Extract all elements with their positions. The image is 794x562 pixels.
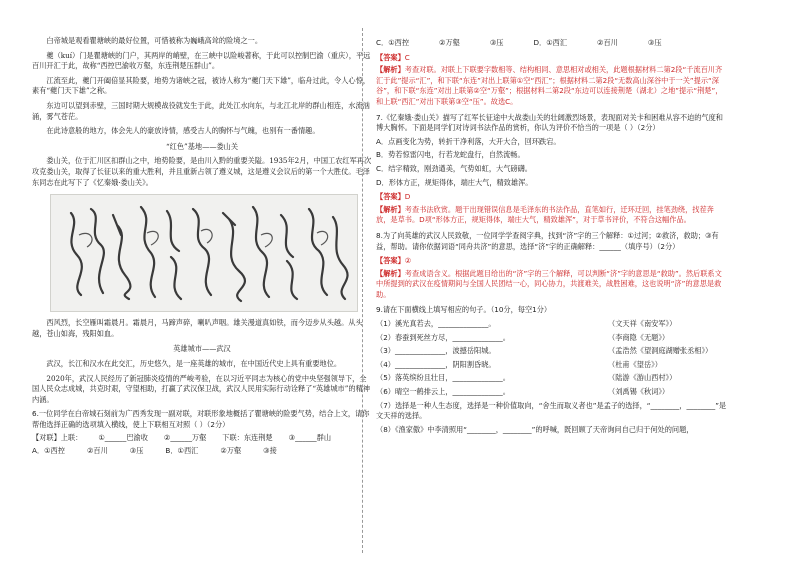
paragraph: 东边可以望到赤壁，三国时期大规模战役就发生于此，此处江水向东，与北江北岸的群山相连，水流汹涌，雾气苍茫。 <box>32 100 370 121</box>
fill-text <box>376 333 510 344</box>
item-text: 晴空一鹤排云上，______________。 <box>394 387 510 397</box>
fill-text <box>376 373 510 384</box>
fill-text <box>376 360 496 371</box>
option-c-1: C．①西控 <box>376 38 410 47</box>
analysis-label: 【解析】 <box>376 65 405 75</box>
item-num: （3） <box>376 346 395 356</box>
item-text: 选择是一种人生态度，选择是一种价值取向，“舍生而取义者也”是孟子的选择，“________，________”是文天祥的选择。 <box>376 400 727 421</box>
item-source: （杜甫《望岳》） <box>608 359 662 369</box>
paragraph: 江流至此，夔门开阖倍显其险要，地势为诸峡之冠，被诗人称为“夔门天下雄”，临舟过此，令人心惊，素有“夔门天下雄”之称。 <box>32 75 370 96</box>
option-a-3: ③压 <box>129 446 144 456</box>
couplet-label: 【对联】上联： <box>32 433 83 443</box>
analysis-text: 考查书法欣赏。题干出现错误信息是毛泽东的书法作品，直笔如行，迁环迂回，挂笔劲绕，找茬奔放，是草书。D项“形体方正，规矩得体，端庄大气，精致雄浑”，对于草书评价，不符合这幅作品。 <box>376 204 714 225</box>
item-text: ______________，波撼岳阳城。 <box>394 346 496 356</box>
couplet-blank-3: ③______群山 <box>288 433 332 443</box>
fill-item <box>376 401 728 422</box>
paragraph: 夔（kuí）门是瞿塘峡的门户，其两岸的峭壁，在三峡中以险峻著称，于此可以控制巴渝（重庆），平远百川开汇于此，故称“西控巴渝收万壑，东连荆楚压群山”。 <box>32 50 371 71</box>
item-num: （6） <box>376 387 395 397</box>
fill-text <box>376 387 510 398</box>
item-source: （刘禹锡《秋词》） <box>608 387 670 397</box>
item-source: （陆游《游山西村》） <box>608 373 677 383</box>
option-c-3: ③压 <box>489 38 504 47</box>
fill-item <box>376 360 728 371</box>
answer-q6 <box>376 53 728 64</box>
fill-item <box>376 346 728 357</box>
answer-label: 【答案】 <box>376 52 405 62</box>
option-a-2: ②百川 <box>86 446 108 456</box>
section-title: 英雄城市——武汉 <box>173 344 231 354</box>
question-9: 9.请在下面横线上填写相应的句子。（10分，每空1分） <box>376 305 552 315</box>
paragraph: 2020年，武汉人民经历了新冠肺炎疫情的严峻考验，在以习近平同志为核心的党中央坚强领导下，全国人民众志成城，共克时艰，守望相助，打赢了武汉保卫战，武汉人民用实际行动诠释了“英雄城市”的精神内涵。 <box>32 373 370 404</box>
answer-label: 【答案】 <box>376 192 405 202</box>
item-num: （7） <box>376 400 395 410</box>
paragraph: 武汉，长江和汉水在此交汇，历史悠久，是一座英雄的城市，在中国近代史上具有重要地位。 <box>46 358 342 368</box>
right-column <box>376 36 728 438</box>
analysis-q6 <box>376 65 728 107</box>
column-divider <box>362 28 363 553</box>
item-text: 落英缤纷且壮目，______________。 <box>394 373 510 383</box>
answer-value: D <box>404 192 411 202</box>
fill-text <box>376 319 496 330</box>
q6-options-cd <box>376 38 728 49</box>
fill-item <box>376 387 728 398</box>
fill-item <box>376 319 728 330</box>
option-d-2: ②百川 <box>597 38 618 47</box>
paragraph: 在此诗意般的地方，体会先人的豪放诗情，感受古人的胸怀与气魄，也别有一番情趣。 <box>46 126 320 136</box>
paragraph: 白帝城是观看瞿塘峡的最好位置，可惜被称为巍峨高耸的险境之一。 <box>46 36 263 45</box>
left-column <box>32 36 372 460</box>
poem-text: 西风烈，长空雁叫霜晨月。霜晨月，马蹄声碎，喇叭声咽。雄关漫道真如铁，而今迈步从头越。从头越，苍山如海，残阳如血。 <box>32 318 363 338</box>
q7-option-a: A．点画变化为势，转折干净利落，大开大合，回环跌宕。 <box>376 136 561 146</box>
item-text: ______________，阴阳割昏晓。 <box>394 359 496 369</box>
question-8: 8.为了向英雄的武汉人民致敬，一位同学学查阅字典，找到“济”字的三个解释：①过河；②救济，救助；③有益，帮助。请你依据词语“同舟共济”的意思，选择“济”字的正确解释：______（填序号）（2分） <box>376 230 719 251</box>
fill-item <box>376 333 728 344</box>
couplet-blank-2: ②______万壑 <box>163 433 207 443</box>
item-num: （1） <box>376 319 395 329</box>
fill-item <box>376 425 728 436</box>
analysis-q8 <box>376 269 728 301</box>
q7-option-d: D．形体方正，规矩得体，端庄大气，精致雄浑。 <box>376 177 533 187</box>
option-b-2: ②万壑 <box>220 446 242 456</box>
item-num: （8） <box>376 424 395 434</box>
q7-option-b: B．势若惊雷闪电，行若龙蛇盘行，自然流畅。 <box>376 150 525 160</box>
answer-q8 <box>376 256 728 267</box>
couplet-row <box>32 433 372 444</box>
item-source: （李商隐《无题》） <box>608 332 670 342</box>
fill-text <box>376 346 496 357</box>
section-title: “红色”基地——娄山关 <box>165 141 239 151</box>
fill-item <box>376 373 728 384</box>
analysis-text: 考查成语含义。根据此题目给出的“济”字的三个解释，可以判断“济”字的意思是“救助”。然后联系文中所提到的武汉在疫情期间与全国人民团结一心，同心协力，共渡难关，战胜困难，这也说明“济”的意思是救助。 <box>376 268 722 299</box>
question-7: 7.《忆秦娥·娄山关》描写了红军长征途中大战娄山关的壮阔激烈场景，表现面对关卡和困难从容不迫的气度和博大胸怀。下面是同学们对诗词书法作品的赏析，你认为评价不恰当的一项是（ ）（2分） <box>376 112 723 133</box>
paragraph: 娄山关，位于汇川区扣群山之中，地势险要，是由川入黔的重要关隘。1935年2月，中国工农红军再次攻克娄山关，取得了长征以来的重大胜利，并且重新占领了遵义城，这是遵义会议后的第一个大胜仗。毛泽东同志在此写下了《忆秦娥·娄山关》。 <box>32 156 372 187</box>
answer-value: C <box>404 52 410 62</box>
analysis-label: 【解析】 <box>376 204 405 214</box>
option-b-1: B．①西汇 <box>165 446 199 456</box>
couplet-lower: 下联：东连荆楚 <box>222 433 273 443</box>
item-num: （4） <box>376 359 395 369</box>
analysis-label: 【解析】 <box>376 268 405 278</box>
item-text: 春蚕到死丝方尽，______________。 <box>394 332 510 342</box>
q7-option-c: C．结字精致，刚劲遒美，气势如虹，大气磅礴。 <box>376 163 532 173</box>
question-6: 6.一位同学在白帝城石刻前为广西秀发现一副对联，对联形象地概括了瞿塘峡的险要气势，结合上文，请你帮他选择正确的选项填入横线，使上下联相互对照（ ）（2分） <box>32 409 370 429</box>
option-a-1: A．①西控 <box>32 446 65 456</box>
item-source: （孟浩然《望洞庭湖赠张丞相》） <box>608 346 713 356</box>
answer-value: ② <box>404 256 412 266</box>
option-b-3: ③接 <box>263 446 277 456</box>
item-text: 《渔家傲》中李清照用“________，________”的呼喊，既回顾了天帝询问自己归于何处的问题， <box>394 424 694 434</box>
option-d-1: D．①西汇 <box>533 38 568 47</box>
option-d-3: ③压 <box>647 38 662 47</box>
option-c-2: ②万壑 <box>439 38 460 47</box>
item-num: （5） <box>376 373 395 383</box>
couplet-blank-1: ①______巴渝收 <box>98 433 148 443</box>
q6-options-ab <box>32 446 372 457</box>
analysis-text: 考查对联。对联上下联要字数相等、结构相同、意思相对或相关，此题根据材料二第2段“千流百川齐汇于此”提示“汇”，和下联“东连”对出上联第①空“西汇”；根据材料二第2段“无数高山深谷中于一关”提示“深谷”，和下联“东连”对出上联第②空“万壑”；根据材料二第2段“东边可以连接荆楚（湖北）之地”提示“荆楚”，和上联“西汇”对出下联第③空“压”。故选C。 <box>376 65 723 106</box>
answer-q7 <box>376 192 728 203</box>
answer-label: 【答案】 <box>376 256 405 266</box>
item-num: （2） <box>376 332 395 342</box>
calligraphy-image <box>50 194 358 312</box>
analysis-q7 <box>376 205 728 226</box>
item-source: （文天祥《南安军》） <box>608 319 677 329</box>
item-text: 溪光真若去，______________。 <box>394 319 496 329</box>
